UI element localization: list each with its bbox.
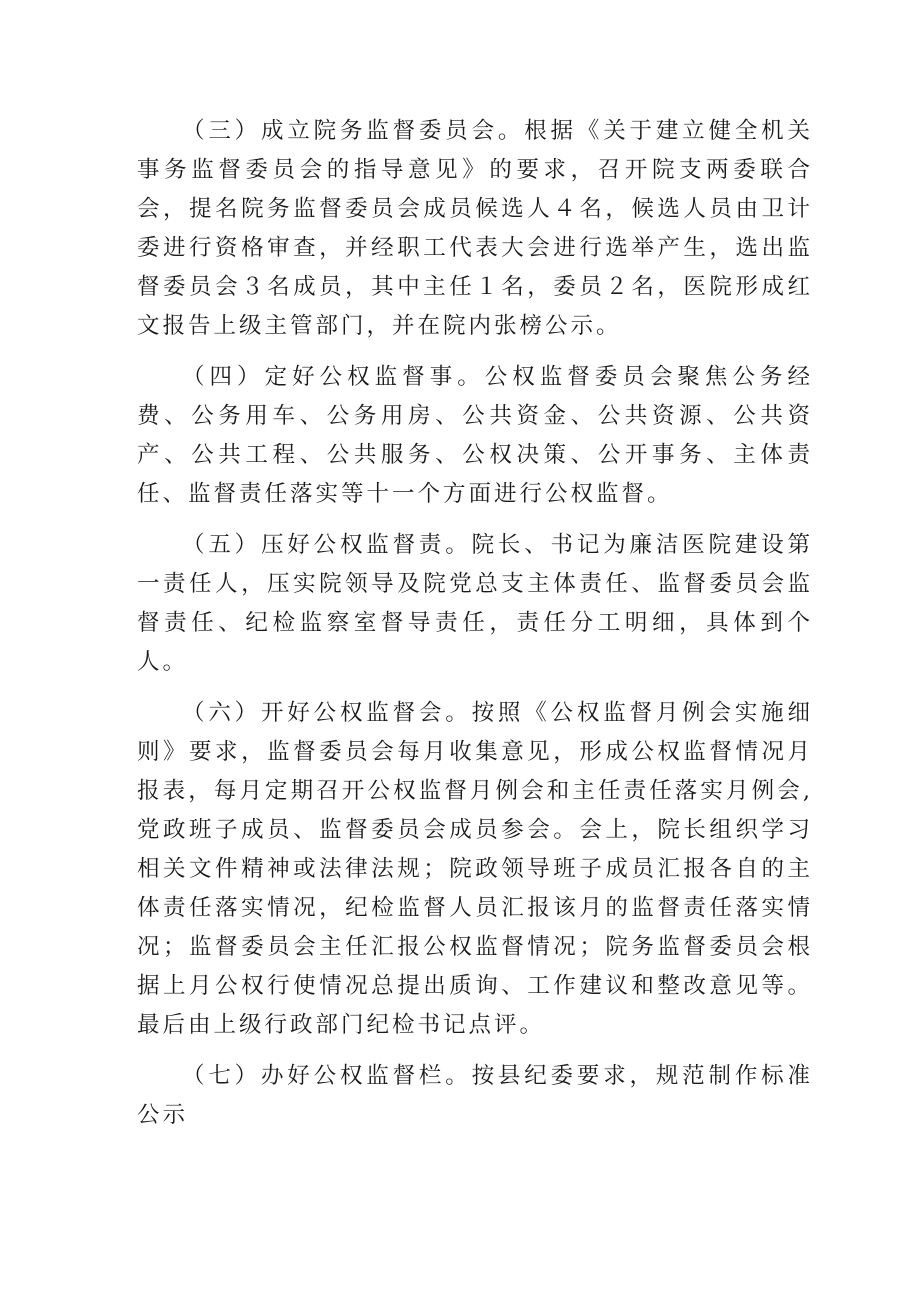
paragraph-3-establish-committee: （三）成立院务监督委员会。根据《关于建立健全机关事务监督委员会的指导意见》的要求，召开院支两委联合会，提名院务监督委员会成员候选人４名，候选人员由卫计委进行资格审查，并经职工代表大会进行选举产生，选出监督委员会３名成员，其中主任１名，委员２名，医院形成红文报告上级主管部门，并在院内张榜公示。 [137,118,813,339]
paragraph-6-supervision-meeting: （六）开好公权监督会。按照《公权监督月例会实施细则》要求，监督委员会每月收集意见，形成公权监督情况月报表，每月定期召开公权监督月例会和主任责任落实月例会,党政班子成员、监督委员会成员参会。会上，院长组织学习相关文件精神或法律法规；院政领导班子成员汇报各自的主体责任落实情况，纪检监督人员汇报该月的监督责任落实情况；监督委员会主任汇报公权监督情况；院务监督委员会根据上月公权行使情况总提出质询、工作建议和整改意见等。最后由上级行政部门纪检书记点评。 [137,700,813,1038]
paragraph-5-supervision-responsibility: （五）压好公权监督责。院长、书记为廉洁医院建设第一责任人，压实院领导及院党总支主体责任、监督委员会监督责任、纪检监察室督导责任，责任分工明细，具体到个人。 [137,532,813,675]
document-body [137,112,813,1147]
paragraph-7-supervision-board: （七）办好公权监督栏。按县纪委要求，规范制作标准公示 [137,1063,813,1128]
paragraph-4-supervision-matters: （四）定好公权监督事。公权监督委员会聚焦公务经费、公务用车、公务用房、公共资金、公共资源、公共资产、公共工程、公共服务、公权决策、公开事务、主体责任、监督责任落实等十一个方面进行公权监督。 [137,364,813,507]
